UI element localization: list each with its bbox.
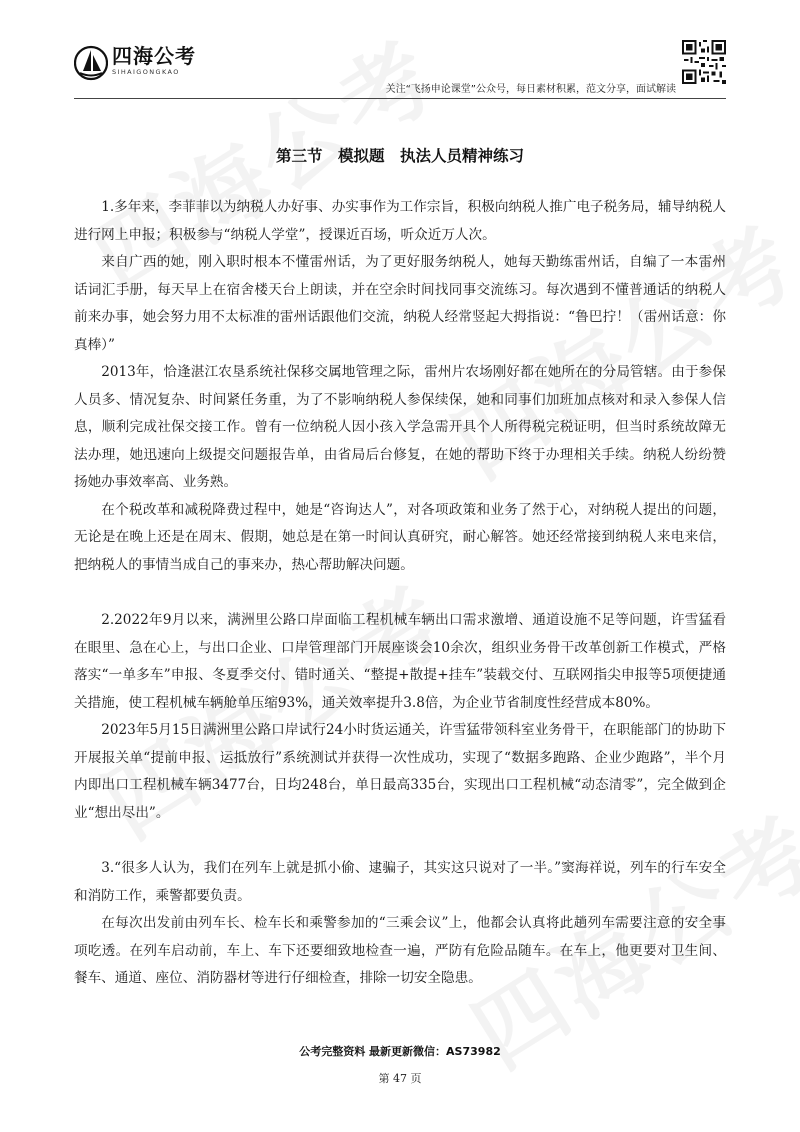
paragraph: 在个税改革和减税降费过程中，她是“咨询达人”，对各项政策和业务了然于心，对纳税人提出的问题，无论是在晚上还是在周末、假期，她总是在第一时间认真研究，耐心解答。她还经常接到纳税人来电来信，把纳税人的事情当成自己的事来办，热心帮助解决问题。 [74,501,726,573]
section-title: 第三节 模拟题 执法人员精神练习 [275,147,524,165]
paragraph: 2023年5月15日满洲里公路口岸试行24小时货运通关，许雪猛带领科室业务骨干，在职能部门的协助下开展报关单“提前申报、运抵放行”系统测试并获得一次性成功，实现了“数据多跑路、企业少跑路”，半个月内即出口工程机械车辆3477台，日均248台，单日最高335台，实现出口工程机械“动态清零”，完全做到企业“想出尽出”。 [74,722,726,821]
paragraph: 3.“很多人认为，我们在列车上就是抓小偷、逮骗子，其实这只说对了一半。”窦海祥说，列车的行车安全和消防工作，乘警都要负责。 [74,860,726,904]
page-header [74,38,726,98]
document-body [74,194,726,993]
header-divider [74,98,726,99]
logo-english-name: SIHAIGONGKAO [112,68,180,76]
sailboat-logo-icon [74,44,108,82]
paragraph: 2.2022年9月以来，满洲里公路口岸面临工程机械车辆出口需求激增、通道设施不足等问题，许雪猛看在眼里、急在心上，与出口企业、口岸管理部门开展座谈会10余次，组织业务骨干改革创新工作模式，严格落实“一单多车”申报、冬夏季交付、错时通关、“整提+散提+挂车”装载交付、互联网指尖申报等5项便捷通关措施，使工程机械车辆舱单压缩93%，通关效率提升3.8倍，为企业节省制度性经营成本80%。 [74,612,726,711]
footer-note: 公考完整资料 最新更新微信：AS73982 [299,1045,501,1058]
header-tagline: 关注“飞扬申论课堂”公众号，每日素材积累，范文分享，面试解读 [385,84,676,95]
logo-chinese-name: 四海公考 [112,44,196,68]
brand-logo [74,44,196,82]
qr-code-icon [682,40,726,84]
paragraph: 来自广西的她，刚入职时根本不懂雷州话，为了更好服务纳税人，她每天勤练雷州话，自编了一本雷州话词汇手册，每天早上在宿舍楼天台上朗读，并在空余时间找同事交流练习。每次遇到不懂普通话的纳税人前来办事，她会努力用不太标准的雷州话跟他们交流，纳税人经常竖起大拇指说：“鲁巴拧！（雷州话意：你真棒）” [74,254,726,353]
paragraph: 2013年，恰逢湛江农垦系统社保移交属地管理之际，雷州片农场刚好都在她所在的分局管辖。由于参保人员多、情况复杂、时间紧任务重，为了不影响纳税人参保续保，她和同事们加班加点核对和录入参保人信息，顺利完成社保交接工作。曾有一位纳税人因小孩入学急需开具个人所得税完税证明，但当时系统故障无法办理，她迅速向上级提交问题报告单，由省局后台修复，在她的帮助下终于办理相关手续。纳税人纷纷赞扬她办事效率高、业务熟。 [74,364,726,490]
paragraph: 在每次出发前由列车长、检车长和乘警参加的“三乘会议”上，他都会认真将此趟列车需要注意的安全事项吃透。在列车启动前，车上、车下还要细致地检查一遍，严防有危险品随车。在车上，他更要对卫生间、餐车、通道、座位、消防器材等进行仔细检查，排除一切安全隐患。 [74,915,726,986]
paragraph: 1.多年来，李菲菲以为纳税人办好事、办实事作为工作宗旨，积极向纳税人推广电子税务局，辅导纳税人进行网上申报；积极参与“纳税人学堂”，授课近百场，听众近万人次。 [74,199,726,243]
page-number: 第 47 页 [378,1072,422,1085]
